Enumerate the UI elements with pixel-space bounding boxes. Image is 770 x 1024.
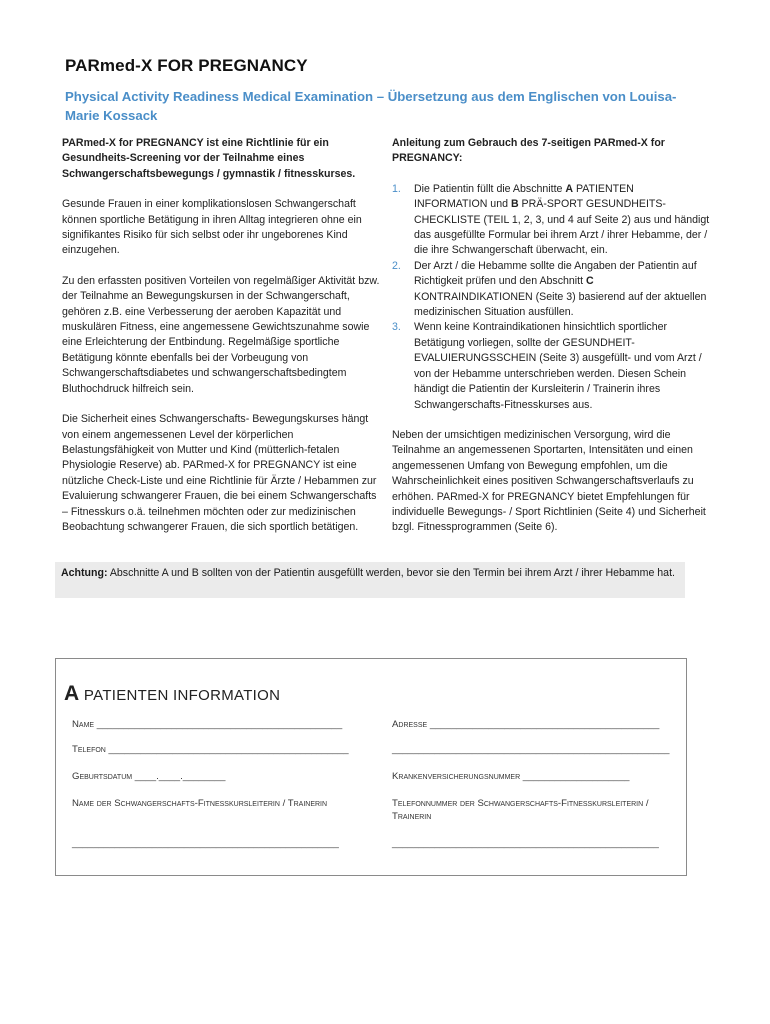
attention-note — [55, 562, 685, 598]
trainer-name-label: Name der Schwangerschafts-Fitnesskursleiterin / Trainerin — [72, 798, 328, 809]
section-title: PATIENTEN INFORMATION — [79, 687, 281, 704]
instructions-list — [392, 182, 710, 413]
left-column — [62, 136, 382, 550]
step-number: 1. — [392, 182, 401, 195]
paragraph-benefits: Zu den erfassten positiven Vorteilen von regelmäßiger Aktivität bzw. der Teilnahme an Bewegungskursen in der Schwangerschaft, gehören z.B. eine Verbesserung der aeroben Kapazität und muskulären Fitness, eine angemessene Gewichtszunahme sowie eine Erleichterung der Entbindung. Regelmäßige sportliche Betätigung könnte ebenfalls bei der Vorbeugung von Schwangerschaftsdiabetes und schwangerschaftsbedingtem Bluthochdruck hilfreich sein. — [62, 274, 380, 395]
attention-label: Achtung: — [61, 567, 108, 579]
instructions-heading: Anleitung zum Gebrauch des 7-seitigen PARmed-X for PREGNANCY: — [392, 137, 665, 165]
trainer-name-field[interactable]: __________________________________________________ — [72, 838, 339, 849]
name-field[interactable]: Name ______________________________________________ — [72, 719, 343, 730]
section-letter: A — [64, 682, 80, 705]
trainer-phone-label: Telefonnummer der Schwangerschafts-Fitnesskursleiterin / Trainerin — [392, 798, 649, 822]
paragraph-recommendations: Neben der umsichtigen medizinischen Versorgung, wird die Teilnahme an angemessenen Sportarten, Intensitäten und einen angemessenen Umfang von Bewegung empfohlen, um die Wahrscheinlichkeit eines positiven Schwangerschaftsverlaufs zu erhöhen. PARmed-X for PREGNANCY bietet Empfehlungen für individuelle Bewegungs- / Sport Richtlinien (Seite 4) und Sicherheit bzgl. Fitnessprogrammen (Seite 6). — [392, 428, 706, 534]
instruction-step: 3. Wenn keine Kontraindikationen hinsichtlich sportlicher Betätigung vorliegen, sollte der GESUNDHEIT-EVALUIERUNGSSCHEIN (Seite 3) ausgefüllt- und vom Arzt / von der Hebamme unterschrieben werden. Diesen Schein händigt die Patientin der Kursleiterin / Trainerin ihres Schwangerschafts-Fitnesskurses aus. — [392, 321, 702, 411]
attention-text: Abschnitte A und B sollten von der Patientin ausgefüllt werden, bevor sie den Termin bei ihrem Arzt / ihrer Hebamme hat. — [107, 567, 675, 579]
page-subtitle: Physical Activity Readiness Medical Examination – Übersetzung aus dem Englischen von Louisa-Marie Kossack — [65, 89, 677, 123]
birthdate-field[interactable]: Geburtsdatum ____.____.________ — [72, 771, 226, 782]
insurance-number-field[interactable]: Krankenversicherungsnummer ____________________ — [392, 771, 630, 782]
phone-field[interactable]: Telefon _____________________________________________ — [72, 744, 349, 755]
intro-paragraph: PARmed-X for PREGNANCY ist eine Richtlinie für ein Gesundheits-Screening vor der Teilnahme eines Schwangerschaftsbewegungs / gymnastik / fitnesskurses. — [62, 137, 356, 180]
right-column — [392, 136, 710, 551]
address-line-2[interactable]: ____________________________________________________ — [392, 744, 670, 755]
page-title: PARmed-X FOR PREGNANCY — [65, 56, 308, 75]
step-number: 3. — [392, 321, 401, 334]
form-section-heading — [64, 682, 280, 706]
paragraph-safety: Die Sicherheit eines Schwangerschafts- Bewegungskurses hängt von einem angemessenen Level der körperlichen Belastungsfähigkeit von Mutter und Kind (mütterlich-fetalen Physiologie Reserve) ab. PARmed-X for PREGNANCY ist eine nützliche Check-Liste und eine Richtlinie für Ärzte / Hebammen zur Evaluierung schwangerer Frauen, die bei einem Schwangerschafts – Fitnesskurs o.ä. teilnehmen möchten oder zur medizinischen Beobachtung schwangerer Frauen, die sich sportlich betätigen. — [62, 413, 377, 533]
paragraph-healthy-women: Gesunde Frauen in einer komplikationslosen Schwangerschaft können sportliche Betätigung in ihren Alltag integrieren ohne ein signifikantes Risiko für sich selbst oder ihr ungeborenes Kind einzugehen. — [62, 198, 362, 257]
step-number: 2. — [392, 259, 401, 272]
trainer-phone-field[interactable]: __________________________________________________ — [392, 838, 659, 849]
instruction-step: 1. Die Patientin füllt die Abschnitte A PATIENTEN INFORMATION und B PRÄ-SPORT GESUNDHEITS-CHECKLISTE (TEIL 1, 2, 3, und 4 auf Seite 2) aus und händigt das ausgefüllte Formular bei ihrem Arzt / ihrer Hebamme, der / die ihre Schwangerschaft überwacht, ein. — [392, 182, 710, 257]
address-field[interactable]: Adresse ___________________________________________ — [392, 719, 660, 730]
instruction-step: 2. Der Arzt / die Hebamme sollte die Angaben der Patientin auf Richtigkeit prüfen und den Abschnitt C KONTRAINDIKATIONEN (Seite 3) basierend auf der aktuellen medizinischen Situation ausfüllen. — [392, 259, 707, 319]
